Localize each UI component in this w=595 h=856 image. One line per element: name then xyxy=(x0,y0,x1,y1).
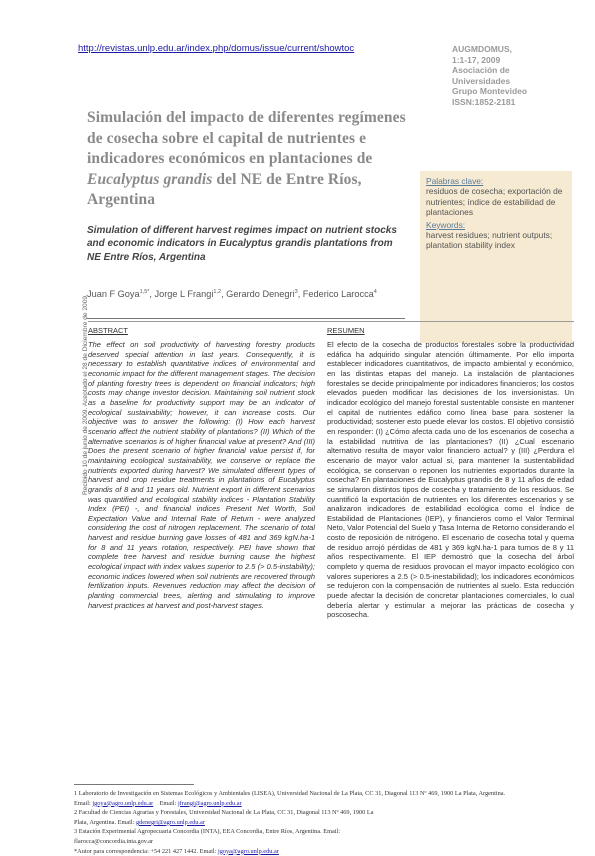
title-spanish xyxy=(87,108,407,211)
footnotes xyxy=(74,789,574,856)
abstract-heading: ABSTRACT xyxy=(88,326,129,335)
footnote: Email: jgoya@agro.unlp.edu.ar Email: jfrangi@agro.unlp.edu.ar xyxy=(74,799,242,807)
title-species: Eucalyptus grandis xyxy=(87,170,213,188)
received-note: Recibido 10 de junio de 2009. Aceptado el 28 de Diciembre de 2009. xyxy=(82,294,89,495)
journal-line: 1:1-17, 2009 xyxy=(452,54,501,65)
author-name: , Jorge L Frangi xyxy=(149,289,214,300)
journal-line: AUGMDOMUS, xyxy=(452,44,512,54)
footnote: *Autor para correspondencia: +54 221 427 1442. Email: jgoya@agro.unlp.edu.ar xyxy=(74,847,279,855)
footnote: flarocca@concordia.inta.gov.ar xyxy=(74,837,153,845)
keywords-box xyxy=(420,171,572,343)
author-affil: 4 xyxy=(373,289,377,295)
footnote: 3 Estación Experimental Agropecuaria Concordia (INTA), EEA Concordia, Entre Ríos, Argentina. Email: xyxy=(74,828,341,836)
author-affil: 1,2 xyxy=(213,289,222,295)
abstract-text: The effect on soil productivity of harvesting forestry products deserved special attention in last years. Consequently, it is necessary to establish quantitative indices of environmental and economic impact for the different management stages. The decision of planting forestry trees is dependent on financial indicators; high costs may change investor decision. Maintaining soil nutrient stock as a baseline for productivity support may be an indicator of ecological sustainability; however, it can increase costs. Our objective was to answer the following: (I) How each harvest scenario affect the nutrient stability of plantations? (II) Which of the alternative scenarios is of higher financial value at present? And (III) Does the present scenario of higher financial value persist if, for maintaining ecological sustainability, we conserve or replace the nutrients exported during harvest? We simulated different types of harvest and crop residue treatments in plantations of Eucalyptus grandis of 8 and 11 years old. Nutrient export in different scenarios was quantified and ecological stability indices - Plantation Stability Index (PEI) -, and financial indices Present Net Worth, Soil Expectation Value and Internal Rate of Return - were analyzed considering the cost of nitrogen replacement. The scenario of total harvest and residue burning gave losses of 481 and 369 kgN.ha-1 for 8 and 11 years rotation, respectively. PEI have shown that complete tree harvest and residue burning cause the highest ecological impact with index values superior to 2.5 (> 0.5-instability); economic indices lowered when soil nutrients are recovered through fertilization inputs. Revenues reduction may affect the decision of planting commercial trees, alerting and stimulating to improve harvest practices at harvest and post-harvest stages. xyxy=(88,340,315,610)
keywords-es-text: residuos de cosecha; exportación de nutrientes; índice de estabilidad de plantaciones xyxy=(426,186,563,218)
email-link[interactable]: jgoya@agro.unlp.edu.ar xyxy=(92,799,154,807)
email-link[interactable]: gdenegri@agro.unlp.edu.ar xyxy=(135,818,205,826)
author-name: , Federico Larocca xyxy=(297,289,374,300)
author-affil: 1,5* xyxy=(139,289,150,295)
author-affil: 3 xyxy=(294,289,298,295)
footnote: 1 Laboratorio de Investigación en Sistemas Ecológicos y Ambientales (LISEA), Universidad Nacional de La Plata, CC 31, Diagonal 113 Nº 469, 1900 La Plata, Argentina. xyxy=(74,790,506,797)
footnote: 2 Facultad de Ciencias Agrarias y Forestales, Universidad Nacional de La Plata, CC 31, Diagonal 113 Nº 469, 1900 La xyxy=(74,809,374,817)
footnote: Plata, Argentina. Email: gdenegri@agro.unlp.edu.ar xyxy=(74,818,205,826)
resumen-text: El efecto de la cosecha de productos forestales sobre la productividad edáfica ha adquirido singular atención últimamente. Por ello importa establecer indicadores cuantitativos, de impacto ambiental y económico, en las distintas etapas del manejo. La instalación de plantaciones forestales se decide principalmente por indicadores financieros; los costos elevados pueden modificar las decisiones de los inversionistas. Un indicador ecológico del manejo forestal sustentable consiste en mantener el capital de nutrientes edáfico como línea base para sostener la productividad; sostener esto puede elevar los costos. El objetivo consistió en responder: (I) ¿Cómo afecta cada uno de los escenarios de cosecha a la estabilidad nutritiva de las plantaciones? (II) ¿Cual escenario alternativo resulta de mayor valor financiero actual? y (III) ¿Perdura el escenario de mayor valor actual si, para mantener la sustentabilidad ecológica, se conservan o reponen los nutrientes exportados durante la cosecha? En plantaciones de Eucalyptus grandis de 8 y 11 años de edad se simularon distintos tipos de cosecha y tratamiento de los residuos. Se cuantificó la exportación de nutrientes en los diferentes escenarios y se analizaron indicadores de estabilidad ecológica como el Índice de Estabilidad de Plantaciones (IEP), y financieros como el Valor Terminal Neto, Valor Potencial del Suelo y Tasa Interna de Retorno considerando el costo de reposición de nitrógeno. El escenario de cosecha total y quema de residuo arrojó pérdidas de 481 y 369 kgN.ha-1 para turnos de 8 y 11 años respectivamente. El IEP demostró que la cosecha del árbol completo y quema de residuos provocan el mayor impacto ecológico con valores superiores a 2.5 (> 0.5-inestabilidad); los indicadores económicos se redujeron con la compensación de nutrientes al suelo. Esta reducción puede afectar la decisión de concretar plantaciones comerciales, lo cual debería alertar y estimular a mejorar las prácticas de cosecha y poscosecha. xyxy=(327,340,574,620)
author-name: Juan F Goya xyxy=(87,289,140,300)
divider xyxy=(88,321,574,322)
email-link[interactable]: jgoya@agro.unlp.edu.ar xyxy=(217,847,279,855)
divider xyxy=(87,318,405,319)
footnote-divider xyxy=(74,784,194,785)
authors xyxy=(87,285,397,302)
title-spanish-part1: Simulación del impacto de diferentes regímenes de cosecha sobre el capital de nutrientes e indicadores económicos en plantaciones de xyxy=(87,109,406,167)
title-english: Simulation of different harvest regimes impact on nutrient stocks and economic indicators in Eucalyptus grandis plantations from NE Entre Ríos, Argentina xyxy=(87,225,397,263)
author-name: , Gerardo Denegri xyxy=(221,289,295,300)
keywords-es-label: Palabras clave: xyxy=(426,176,484,186)
journal-url-link[interactable]: http://revistas.unlp.edu.ar/index.php/domus/issue/current/showtoc xyxy=(78,43,355,54)
journal-line: Universidades xyxy=(452,75,511,86)
email-link[interactable]: jfrangi@agro.unlp.edu.ar xyxy=(177,799,242,807)
journal-line: Grupo Montevideo xyxy=(452,86,528,97)
journal-line: ISSN:1852-2181 xyxy=(452,96,516,107)
journal-line: Asociación de xyxy=(452,65,510,76)
keywords-en-label: Keywords: xyxy=(426,219,466,230)
title-spanish-part2: del NE de Entre Ríos, Argentina xyxy=(87,170,362,208)
keywords-en-text: harvest residues; nutrient outputs; plantation stability index xyxy=(426,230,553,251)
resumen-heading: RESUMEN xyxy=(327,326,365,335)
journal-info xyxy=(452,44,527,108)
